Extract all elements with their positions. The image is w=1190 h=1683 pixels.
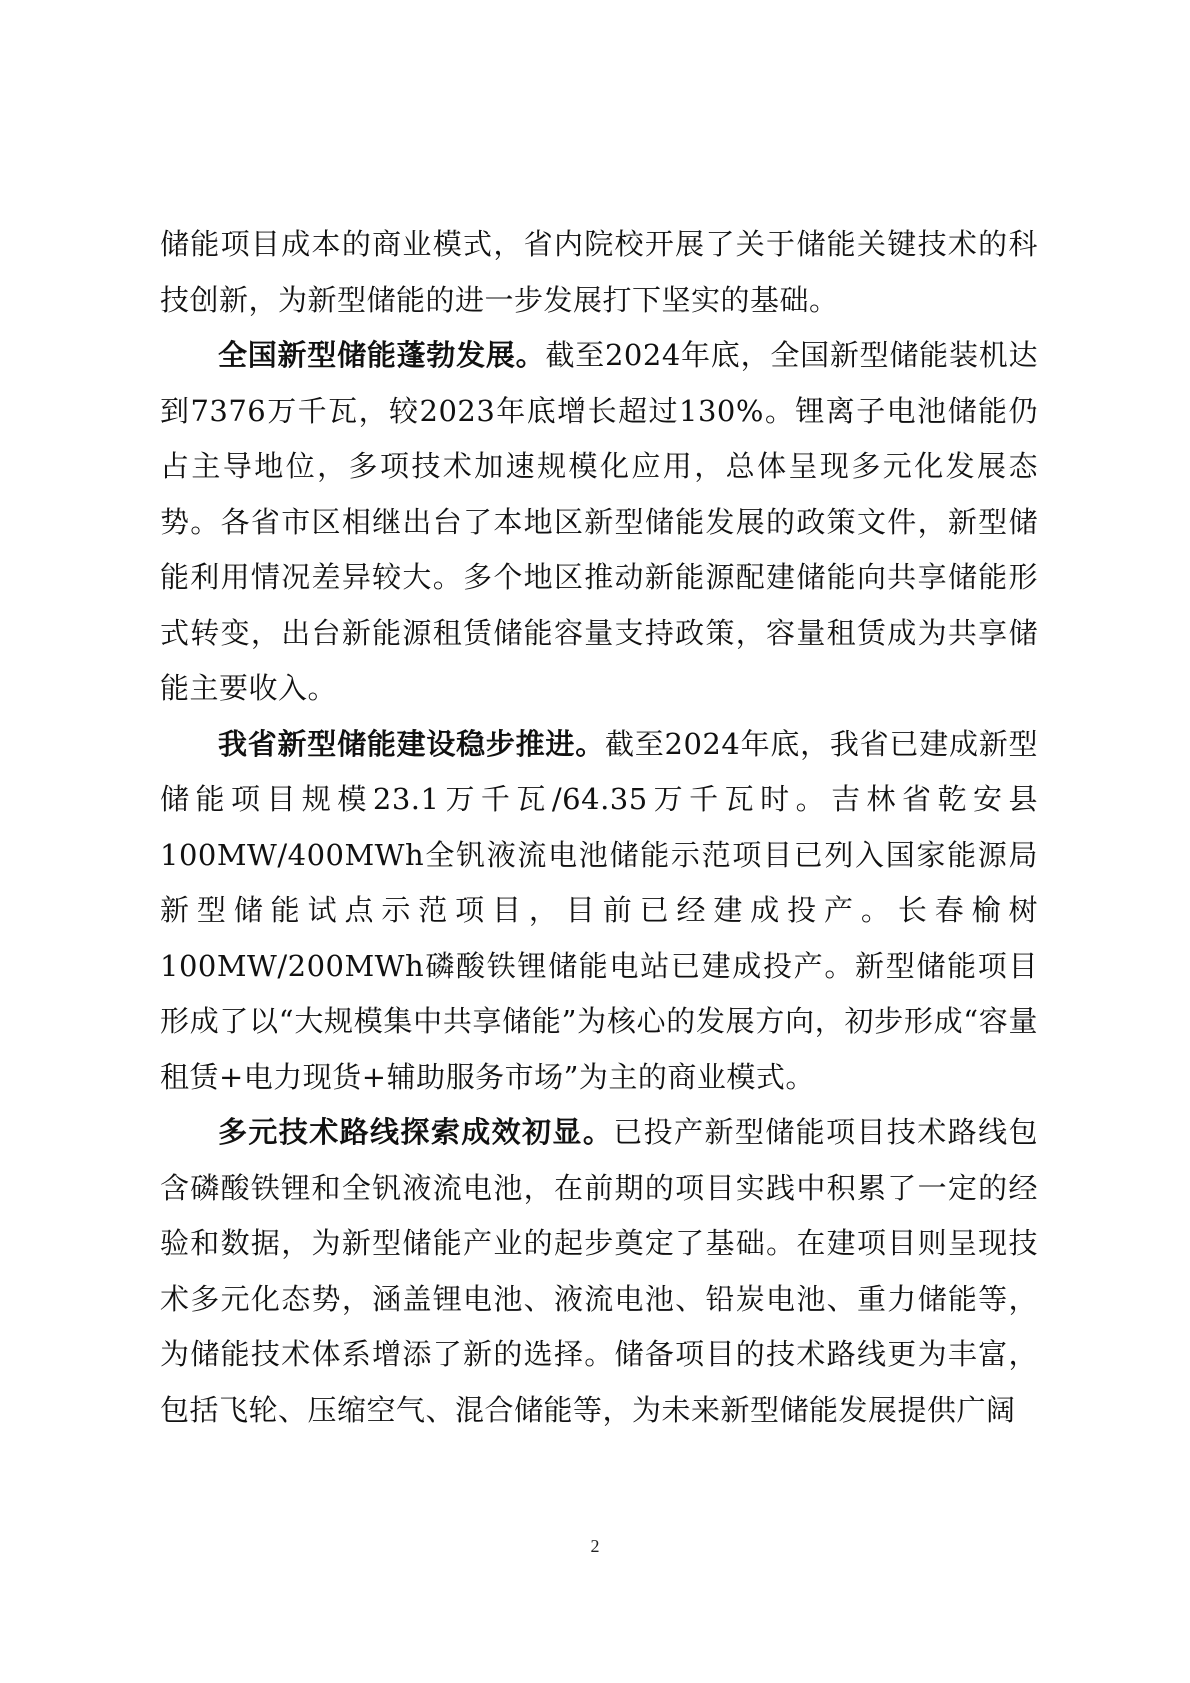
paragraph-heading: 全国新型储能蓬勃发展。 — [218, 338, 546, 372]
paragraph-continued — [160, 217, 1038, 328]
paragraph-national-storage — [160, 328, 1038, 717]
paragraph-technology-routes — [160, 1105, 1038, 1438]
paragraph-text: 截至2024年底，全国新型储能装机达到7376万千瓦，较2023年底增长超过130%。锂离子电池储能仍占主导地位，多项技术加速规模化应用，总体呈现多元化发展态势。各省市区相继出台了本地区新型储能发展的政策文件，新型储能利用情况差异较大。多个地区推动新能源配建储能向共享储能形式转变，出台新能源租赁储能容量支持政策，容量租赁成为共享储能主要收入。 — [160, 338, 1038, 705]
page-number: 2 — [590, 1536, 600, 1556]
paragraph-heading: 我省新型储能建设稳步推进。 — [218, 726, 605, 761]
paragraph-provincial-storage — [160, 717, 1038, 1106]
paragraph-text: 已投产新型储能项目技术路线包含磷酸铁锂和全钒液流电池，在前期的项目实践中积累了一定的经验和数据，为新型储能产业的起步奠定了基础。在建项目则呈现技术多元化态势，涵盖锂电池、液流电池、铅炭电池、重力储能等，为储能技术体系增添了新的选择。储备项目的技术路线更为丰富，包括飞轮、压缩空气、混合储能等，为未来新型储能发展提供广阔 — [160, 1115, 1038, 1427]
body-text — [160, 217, 1038, 1438]
paragraph-text: 截至2024年底，我省已建成新型储能项目规模23.1万千瓦/64.35万千瓦时。吉林省乾安县100MW/400MWh全钒液流电池储能示范项目已列入国家能源局新型储能试点示范项目，目前已经建成投产。长春榆树100MW/200MWh磷酸铁锂储能电站已建成投产。新型储能项目形成了以“大规模集中共享储能”为核心的发展方向，初步形成“容量租赁+电力现货+辅助服务市场”为主的商业模式。 — [160, 726, 1038, 1094]
paragraph-text: 储能项目成本的商业模式，省内院校开展了关于储能关键技术的科技创新，为新型储能的进一步发展打下坚实的基础。 — [160, 227, 1038, 317]
paragraph-heading: 多元技术路线探索成效初显。 — [218, 1115, 614, 1149]
